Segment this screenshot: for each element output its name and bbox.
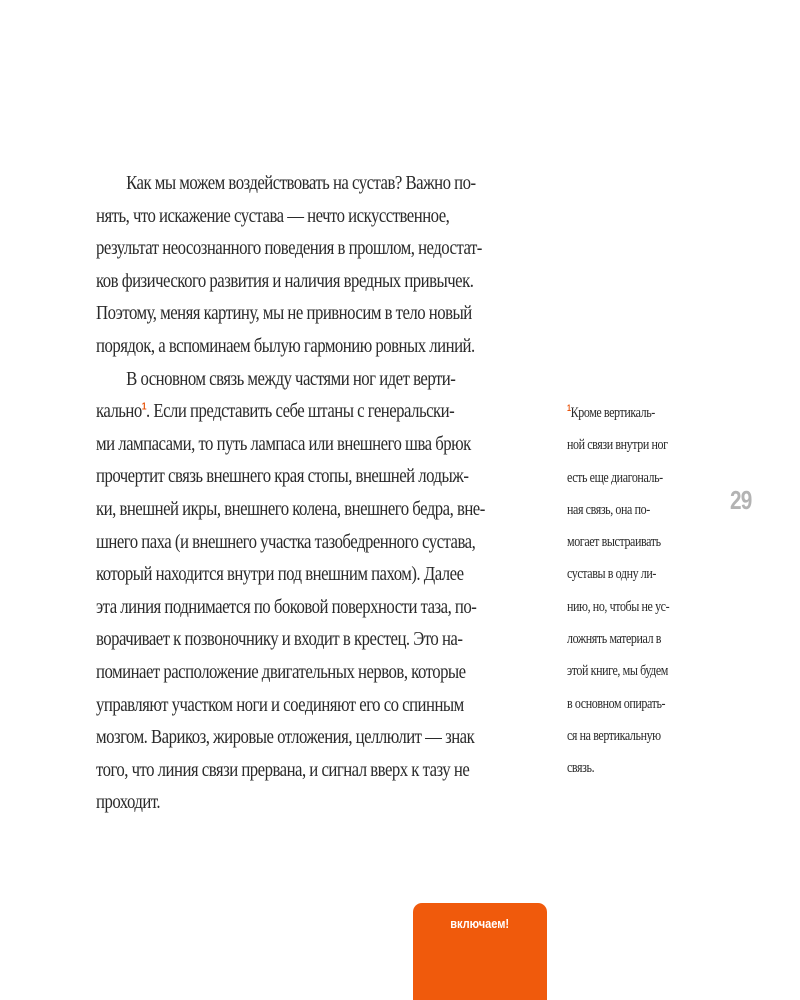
text-line: поминает расположение двигательных нервов, которые (96, 661, 466, 683)
include-button[interactable] (413, 903, 547, 1000)
footnote-line: связь. (567, 760, 595, 777)
text-line: ков физического развития и наличия вредных привычек. (96, 270, 474, 292)
page-number: 29 (730, 485, 752, 515)
footnote-line: нию, но, чтобы не ус- (567, 598, 670, 615)
text-line: Как мы можем воздействовать на сустав? Важно по- (126, 173, 476, 194)
text-line (96, 396, 485, 429)
footnote-line: ложнять материал в (567, 631, 662, 648)
text-line: ки, внешней икры, внешнего колена, внешнего бедра, вне- (96, 498, 485, 520)
text-fragment: . Если представить себе штаны с генеральски- (146, 401, 455, 423)
text-fragment: кально (96, 401, 142, 423)
footnote-line: ной связи внутри ног (567, 437, 668, 454)
side-footnote (567, 397, 727, 785)
footnote-mark[interactable]: 1 (141, 401, 147, 413)
footnote-mark: 1 (567, 403, 571, 413)
text-line: порядок, а вспоминаем былую гармонию ровных линий. (96, 335, 475, 357)
footnote-line: ная связь, она по- (567, 501, 650, 518)
include-button-label: включаем! (450, 916, 510, 931)
footnote-line: в основном опирать- (567, 695, 666, 712)
footnote-line: этой книге, мы будем (567, 663, 668, 680)
text-line: который находится внутри под внешним пахом). Далее (96, 564, 464, 586)
text-line: управляют участком ноги и соединяют его со спинным (96, 694, 464, 716)
text-line: шнего паха (и внешнего участка тазобедренного сустава, (96, 531, 476, 553)
text-line: эта линия поднимается по боковой поверхности таза, по- (96, 596, 477, 618)
text-line: того, что линия связи прервана, и сигнал вверх к тазу не (96, 759, 470, 781)
text-line: ворачивает к позвоночнику и входит в крестец. Это на- (96, 629, 463, 651)
text-line: ми лампасами, то путь лампаса или внешнего шва брюк (96, 433, 471, 455)
text-line: проходит. (96, 792, 161, 814)
text-line: результат неосознанного поведения в прошлом, недостат- (96, 238, 482, 260)
footnote-line: ся на вертикальную (567, 727, 661, 744)
main-text (96, 168, 548, 820)
text-line: нять, что искажение сустава — нечто искусственное, (96, 205, 450, 227)
footnote-line: есть еще диагональ- (567, 469, 663, 486)
footnote-line (567, 397, 695, 429)
footnote-line: могает выстраивать (567, 534, 661, 551)
footnote-line: суставы в одну ли- (567, 566, 656, 583)
text-line: мозгом. Варикоз, жировые отложения, целлюлит — знак (96, 727, 475, 749)
text-line: Поэтому, меняя картину, мы не привносим в тело новый (96, 303, 472, 325)
text-fragment: Кроме вертикаль- (570, 405, 655, 421)
text-line: В основном связь между частями ног идет верти- (126, 368, 456, 390)
text-line: прочертит связь внешнего края стопы, внешней лодыж- (96, 466, 469, 488)
